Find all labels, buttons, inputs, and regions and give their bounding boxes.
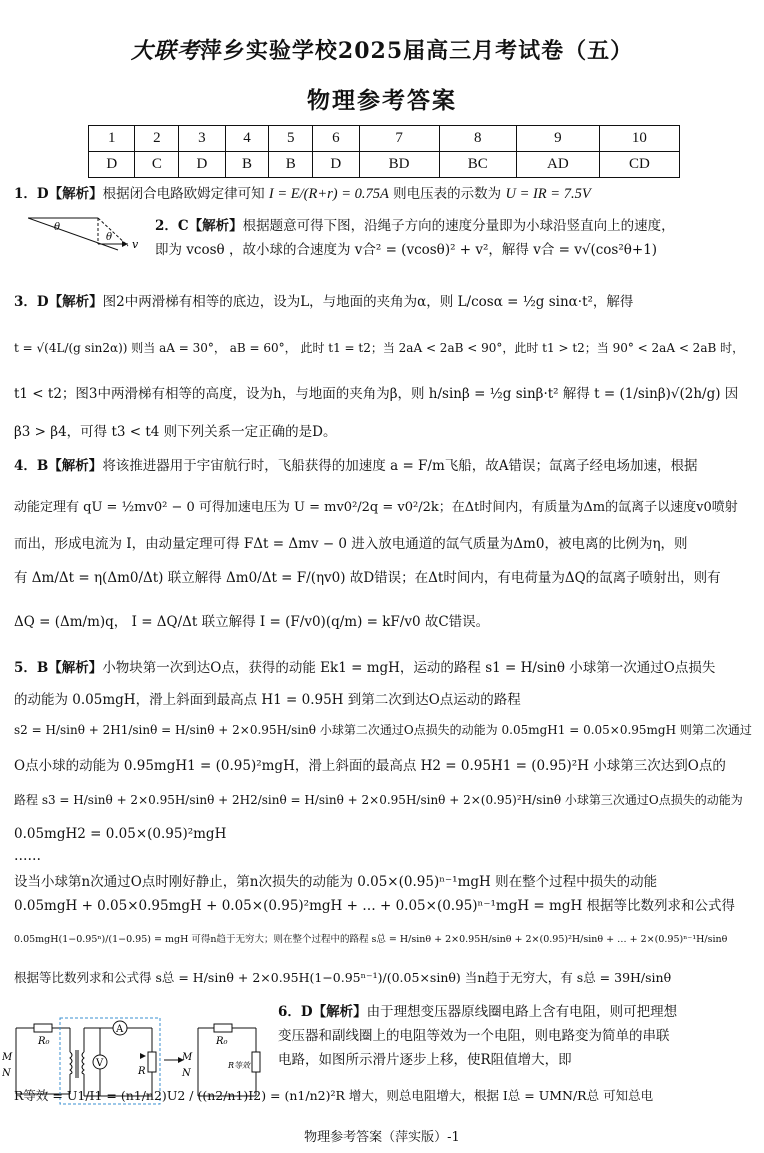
- q1-text: 根据闭合电路欧姆定律可知: [102, 186, 265, 202]
- answer-table-number-cell: 7: [359, 126, 439, 152]
- q6-figure-voltmeter-label: V: [96, 1058, 104, 1069]
- q1-lead: 1．D【解析】: [14, 186, 103, 202]
- q2-solution-line2: 即为 vcosθ ，故小球的合速度为 v合² = (vcosθ)² + v²，解得 v合 = v√(cos²θ+1): [155, 242, 658, 258]
- page-footer: 物理参考答案（萍实版）-1: [304, 1130, 460, 1145]
- answer-table-answer-cell: D: [179, 152, 225, 178]
- q5-solution-line5: 路程 s3 = H/sinθ + 2×0.95H/sinθ + 2H2/sinθ = H/sinθ + 2×0.95H/sinθ + 2×(0.95)²H/sinθ 小球第三次通过O点损失的动能为: [14, 793, 743, 807]
- q3-solution-line2: t = √(4L/(g sin2α)) 则当 aA = 30°， aB = 60°， 此时 t1 = t2；当 2aA < 2aB < 90°，此时 t1 > t2；当 90° < 2aA < 2aB 时，: [14, 341, 745, 355]
- q5-solution-line9: 0.05mgH + 0.05×0.95mgH + 0.05×(0.95)²mgH + … + 0.05×(0.95)ⁿ⁻¹mgH = mgH 根据等比数列求和公式得: [14, 898, 736, 914]
- q3-solution-line1: [14, 292, 633, 312]
- answer-table-answer-cell: D: [313, 152, 359, 178]
- answer-table-number-cell: 3: [179, 126, 225, 152]
- answer-table-number-cell: 10: [599, 126, 679, 152]
- q2-figure-theta-label-2: θ: [106, 232, 113, 243]
- q6-text1: 由于理想变压器原线圈电路上含有电阻，则可把理想: [366, 1004, 678, 1020]
- q5-text1: 小物块第一次到达O点，获得的动能 Ek1 = mgH，运动的路程 s1 = H/sinθ 小球第一次通过O点损失: [102, 660, 716, 676]
- answer-table-number-cell: 5: [269, 126, 313, 152]
- q6-figure-m-label-2: M: [182, 1052, 193, 1063]
- answer-table: [88, 125, 680, 178]
- answer-table-answer-cell: BC: [439, 152, 516, 178]
- answer-table-number-cell: 1: [89, 126, 135, 152]
- q4-solution-line5: ΔQ = (Δm/m)q， I = ΔQ/Δt 联立解得 I = (F/v0)(q/m) = kF/v0 故C错误。: [14, 614, 490, 630]
- answer-table-answer-cell: BD: [359, 152, 439, 178]
- q5-solution-line8: 设当小球第n次通过O点时刚好静止，第n次损失的动能为 0.05×(0.95)ⁿ⁻¹mgH 则在整个过程中损失的动能: [14, 874, 658, 890]
- q5-lead: 5．B【解析】: [14, 660, 103, 676]
- answer-table-number-row: [89, 126, 680, 152]
- q6-lead: 6．D【解析】: [278, 1004, 367, 1020]
- q4-solution-line2: 动能定理有 qU = ½mv0² − 0 可得加速电压为 U = mv0²/2q = v0²/2k；在Δt时间内，有质量为Δm的氙离子以速度v0喷射: [14, 500, 738, 515]
- q5-solution-line10: 0.05mgH(1−0.95ⁿ)/(1−0.95) = mgH 可得n趋于无穷大；则在整个过程中的路程 s总 = H/sinθ + 2×0.95H/sinθ + 2×(0.95)²H/sinθ + … + 2×(0.95)ⁿ⁻¹H/sinθ: [14, 934, 728, 945]
- q3-solution-line4: β3 > β4，可得 t3 < t4 则下列关系一定正确的是D。: [14, 424, 337, 440]
- q1-equation-voltage: U = IR = 7.5V: [505, 186, 591, 202]
- q6-figure-m-label: M: [2, 1052, 13, 1063]
- answer-table-number-cell: 4: [225, 126, 269, 152]
- answer-table-answer-cell: C: [135, 152, 179, 178]
- exam-title: [0, 34, 764, 65]
- q3-solution-line3: t1 < t2；图3中两滑梯有相等的高度，设为h，与地面的夹角为β，则 h/sinβ = ½g sinβ·t² 解得 t = (1/sinβ)√(2h/g) 因: [14, 386, 739, 402]
- brand-logo-text: 大联考: [130, 38, 200, 64]
- q6-solution-line4: R等效 = U1/I1 = (n1/n2)U2 / ((n2/n1)I2) = (n1/n2)²R 增大，则总电阻增大，根据 I总 = UMN/R总 可知总电: [14, 1088, 654, 1103]
- q1-solution: [14, 184, 591, 204]
- answer-table-number-cell: 2: [135, 126, 179, 152]
- q4-solution-line3: 而出，形成电流为 I，由动量定理可得 FΔt = Δmv − 0 进入放电通道的氙气质量为Δm0，被电离的比例为η，则: [14, 536, 688, 552]
- q1-text-mid: 则电压表的示数为: [393, 186, 502, 202]
- q4-text1: 将该推进器用于宇宙航行时，飞船获得的加速度 a = F/m飞船，故A错误；氙离子经电场加速，根据: [102, 458, 698, 474]
- q5-solution-line2: 的动能为 0.05mgH，滑上斜面到最高点 H1 = 0.95H 到第二次到达O点运动的路程: [14, 692, 521, 708]
- answer-table-answer-cell: CD: [599, 152, 679, 178]
- answer-table-number-cell: 9: [516, 126, 599, 152]
- exam-title-text: 萍乡实验学校2025届高三月考试卷（五）: [199, 38, 634, 64]
- q5-solution-line7: ……: [14, 848, 41, 864]
- q6-figure-n-label-2: N: [182, 1068, 191, 1079]
- answer-table-answer-cell: D: [89, 152, 135, 178]
- q4-solution-line1: [14, 456, 698, 476]
- q2-lead: 2．C【解析】: [155, 218, 243, 234]
- q2-figure-v-label: v: [132, 238, 139, 251]
- q2-figure-theta-label: θ: [54, 222, 61, 233]
- answer-table-answer-row: [89, 152, 680, 178]
- q6-figure-r0-label-2: R₀: [216, 1036, 228, 1047]
- q6-solution-line2: 变压器和副线圈上的电阻等效为一个电阻，则电路变为简单的串联: [278, 1028, 670, 1044]
- answer-table-number-cell: 6: [313, 126, 359, 152]
- q2-solution-line1: [155, 216, 675, 236]
- q6-figure-n-label: N: [2, 1068, 11, 1079]
- answer-table-answer-cell: B: [225, 152, 269, 178]
- q5-solution-line3: s2 = H/sinθ + 2H1/sinθ = H/sinθ + 2×0.95H/sinθ 小球第二次通过O点损失的动能为 0.05mgH1 = 0.05×0.95mgH 则第二次通过: [14, 723, 752, 737]
- q1-equation-current: I = E/(R+r) = 0.75A: [268, 186, 389, 202]
- q5-solution-line11: 根据等比数列求和公式得 s总 = H/sinθ + 2×0.95H(1−0.95ⁿ⁻¹)/(0.05×sinθ) 当n趋于无穷大，有 s总 = 39H/sinθ: [14, 970, 672, 985]
- q6-solution-line1: [278, 1002, 677, 1022]
- q2-text1: 根据题意可得下图，沿绳子方向的速度分量即为小球沿竖直向上的速度，: [242, 218, 675, 234]
- q6-solution-line3: 电路，如图所示滑片逐步上移，使R阻值增大，即: [278, 1052, 572, 1068]
- q6-figure-ammeter-label: A: [116, 1024, 124, 1035]
- q3-text1: 图2中两滑梯有相等的底边，设为L，与地面的夹角为α，则 L/cosα = ½g sinα·t²，解得: [102, 294, 634, 310]
- q4-solution-line4: 有 Δm/Δt = η(Δm0/Δt) 联立解得 Δm0/Δt = F/(ηv0) 故D错误；在Δt时间内，有电荷量为ΔQ的氙离子喷射出，则有: [14, 570, 721, 586]
- q6-figure-req-label: R等效: [228, 1061, 251, 1070]
- q6-figure-r-label: R: [138, 1066, 146, 1077]
- q3-lead: 3．D【解析】: [14, 294, 103, 310]
- answer-table-answer-cell: B: [269, 152, 313, 178]
- q5-solution-line4: O点小球的动能为 0.95mgH1 = (0.95)²mgH，滑上斜面的最高点 H2 = 0.95H1 = (0.95)²H 小球第三次达到O点的: [14, 758, 726, 774]
- q2-velocity-figure: [28, 214, 148, 264]
- page-subtitle: 物理参考答案: [307, 87, 457, 114]
- answer-table-number-cell: 8: [439, 126, 516, 152]
- q6-figure-r0-label: R₀: [38, 1036, 50, 1047]
- q5-solution-line1: [14, 658, 715, 678]
- q5-solution-line6: 0.05mgH2 = 0.05×(0.95)²mgH: [14, 826, 227, 842]
- q4-lead: 4．B【解析】: [14, 458, 103, 474]
- answer-table-answer-cell: AD: [516, 152, 599, 178]
